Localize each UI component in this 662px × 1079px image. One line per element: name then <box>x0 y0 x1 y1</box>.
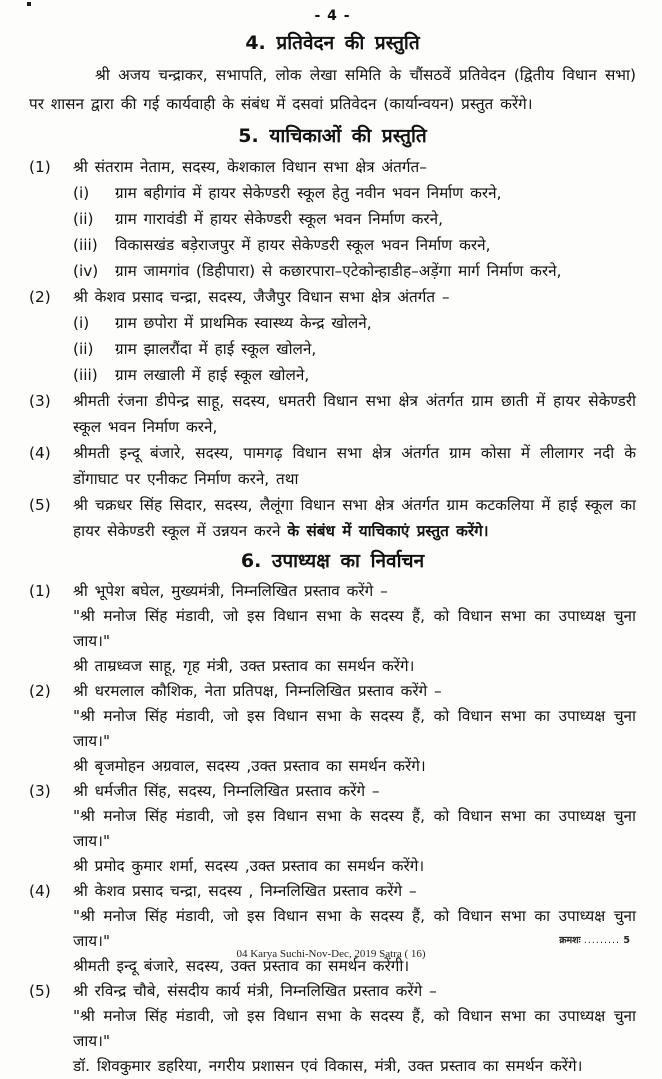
item-number: (5) <box>29 982 51 1000</box>
continuation-label: क्रमशः <box>559 935 581 946</box>
section-5-heading: 5. याचिकाओं की प्रस्तुति <box>238 125 427 147</box>
petition-subitem <box>29 206 636 232</box>
footer-imprint: 04 Karya Suchi-Nov-Dec, 2019 Satra ( 16) <box>236 948 426 960</box>
item-text-bold: के संबंध में याचिकाएं प्रस्तुत करेंगे। <box>287 522 489 540</box>
seconder-line: श्री बृजमोहन अग्रवाल, सदस्य ,उक्त प्रस्ताव का समर्थन करेंगे। <box>73 757 426 775</box>
election-list <box>29 579 636 1079</box>
motion-line: "श्री मनोज सिंह मंडावी, जो इस विधान सभा के सदस्य हैं, को विधान सभा का उपाध्यक्ष चुना जाय।" <box>73 807 636 850</box>
seconder-line: डॉ. शिवकुमार डहरिया, नगरीय प्रशासन एवं विकास, मंत्री, उक्त प्रस्ताव का समर्थन करेंगे। <box>73 1057 583 1075</box>
motion-line: "श्री मनोज सिंह मंडावी, जो इस विधान सभा के सदस्य हैं, को विधान सभा का उपाध्यक्ष चुना जाय।" <box>73 1007 636 1050</box>
mover-line: श्री धरमलाल कौशिक, नेता प्रतिपक्ष, निम्नलिखित प्रस्ताव करेंगे – <box>73 682 442 700</box>
item-text: श्रीमती रंजना डीपेन्द्र साहू, सदस्य, धमतरी विधान सभा क्षेत्र अंतर्गत ग्राम छाती में हायर सेकेण्डरी स्कूल भवन निर्माण करने, <box>73 392 636 436</box>
subitem-text: ग्राम गारावंडी में हायर सेकेण्डरी स्कूल भवन निर्माण करने, <box>115 210 443 228</box>
item-number: (1) <box>29 582 51 600</box>
item-text: श्रीमती इन्दू बंजारे, सदस्य, पामगढ़ विधान सभा क्षेत्र अंतर्गत ग्राम कोसा में लीलागर नदी के डोंगाघाट पर एनीकट निर्माण करने, तथा <box>73 444 636 488</box>
mover-line: श्री केशव प्रसाद चन्द्रा, सदस्य , निम्नलिखित प्रस्ताव करेंगे – <box>73 882 417 900</box>
petition-item <box>29 154 636 180</box>
petition-item <box>29 388 636 440</box>
subitem-number: (iii) <box>73 366 98 384</box>
seconder-line: श्री ताम्रध्वज साहू, गृह मंत्री, उक्त प्रस्ताव का समर्थन करेंगे। <box>73 657 415 675</box>
petition-subitem <box>29 310 636 336</box>
page-number: - 4 - <box>314 8 351 24</box>
continuation-page-number: 5 <box>623 935 630 946</box>
subitem-number: (ii) <box>73 340 94 358</box>
mover-line: श्री रविन्द्र चौबे, संसदीय कार्य मंत्री, निम्नलिखित प्रस्ताव करेंगे – <box>73 982 437 1000</box>
item-text-normal: श्री चक्रधर सिंह सिदार, सदस्य, लैलूंगा विधान सभा क्षेत्र अंतर्गत ग्राम कटकलिया में हाई स्कूल का हायर सेकेण्डरी स्कूल में उन्नयन करने <box>73 496 636 540</box>
item-text <box>73 979 636 1079</box>
petition-item <box>29 440 636 492</box>
subitem-text: ग्राम झालरौंदा में हाई स्कूल खोलने, <box>115 340 317 358</box>
item-text: श्री केशव प्रसाद चन्द्रा, सदस्य, जैजैपुर विधान सभा क्षेत्र अंतर्गत – <box>73 288 450 306</box>
mover-line: श्री धर्मजीत सिंह, सदस्य, निम्नलिखित प्रस्ताव करेंगे – <box>73 782 380 800</box>
section-4-heading: 4. प्रतिवेदन की प्रस्तुति <box>245 32 420 54</box>
item-text <box>73 879 636 979</box>
petition-item <box>29 492 636 544</box>
petition-subitem <box>29 362 636 388</box>
item-number: (3) <box>29 782 51 800</box>
election-item <box>29 579 636 679</box>
election-item <box>29 879 636 979</box>
subitem-text: ग्राम लखाली में हाई स्कूल खोलने, <box>115 366 310 384</box>
election-item <box>29 779 636 879</box>
item-number: (2) <box>29 682 51 700</box>
subitem-text: ग्राम बहीगांव में हायर सेकेण्डरी स्कूल हेतु नवीन भवन निर्माण करने, <box>115 184 502 202</box>
election-item <box>29 679 636 779</box>
item-number: (4) <box>29 882 51 900</box>
footer-continuation <box>559 935 630 947</box>
seconder-line: श्री प्रमोद कुमार शर्मा, सदस्य ,उक्त प्रस्ताव का समर्थन करेंगे। <box>73 857 425 875</box>
petitions-list <box>29 154 636 544</box>
section-6-heading: 6. उपाध्यक्ष का निर्वाचन <box>240 550 425 572</box>
subitem-number: (iii) <box>73 236 98 254</box>
item-number: (3) <box>29 392 51 410</box>
petition-subitem <box>29 180 636 206</box>
item-number: (2) <box>29 288 51 306</box>
continuation-dots: ......... <box>583 935 621 946</box>
subitem-text: ग्राम छपोरा में प्राथमिक स्वास्थ्य केन्द्र खोलने, <box>115 314 372 332</box>
mover-line: श्री भूपेश बघेल, मुख्यमंत्री, निम्नलिखित प्रस्ताव करेंगे – <box>73 582 388 600</box>
petition-subitem <box>29 232 636 258</box>
item-number: (1) <box>29 158 51 176</box>
subitem-text: ग्राम जामगांव (डिहीपारा) से कछारपारा–एटेकोन्हाडीह–अड़ेंगा मार्ग निर्माण करने, <box>115 262 562 280</box>
report-presentation-paragraph: श्री अजय चन्द्राकर, सभापति, लोक लेखा समिति के चौंसठवें प्रतिवेदन (द्वितीय विधान सभा) पर शासन द्वारा की गई कार्यवाही के संबंध में दसवां प्रतिवेदन (कार्यान्वयन) प्रस्तुत करेंगे। <box>29 66 636 113</box>
subitem-number: (i) <box>73 184 90 202</box>
ink-speck <box>27 2 31 6</box>
item-number: (5) <box>29 496 51 514</box>
motion-line: "श्री मनोज सिंह मंडावी, जो इस विधान सभा के सदस्य हैं, को विधान सभा का उपाध्यक्ष चुना जाय।" <box>73 707 636 750</box>
petition-subitem <box>29 336 636 362</box>
subitem-number: (i) <box>73 314 90 332</box>
item-text <box>73 579 636 679</box>
subitem-number: (ii) <box>73 210 94 228</box>
subitem-text: विकासखंड बड़ेराजपुर में हायर सेकेण्डरी स्कूल भवन निर्माण करने, <box>115 236 491 254</box>
seconder-line: श्रीमती इन्दू बंजारे, सदस्य, उक्त प्रस्ताव का समर्थन करेंगी। <box>73 957 410 975</box>
item-text <box>73 779 636 879</box>
petition-subitem <box>29 258 636 284</box>
motion-line: "श्री मनोज सिंह मंडावी, जो इस विधान सभा के सदस्य हैं, को विधान सभा का उपाध्यक्ष चुना जाय।" <box>73 607 636 650</box>
item-text: श्री संतराम नेताम, सदस्य, केशकाल विधान सभा क्षेत्र अंतर्गत– <box>73 158 427 176</box>
item-text <box>73 492 636 544</box>
item-text <box>73 679 636 779</box>
petition-item <box>29 284 636 310</box>
subitem-number: (iv) <box>73 262 99 280</box>
motion-line: "श्री मनोज सिंह मंडावी, जो इस विधान सभा के सदस्य हैं, को विधान सभा का उपाध्यक्ष चुना जाय।" <box>73 907 636 950</box>
item-number: (4) <box>29 444 51 462</box>
election-item <box>29 979 636 1079</box>
